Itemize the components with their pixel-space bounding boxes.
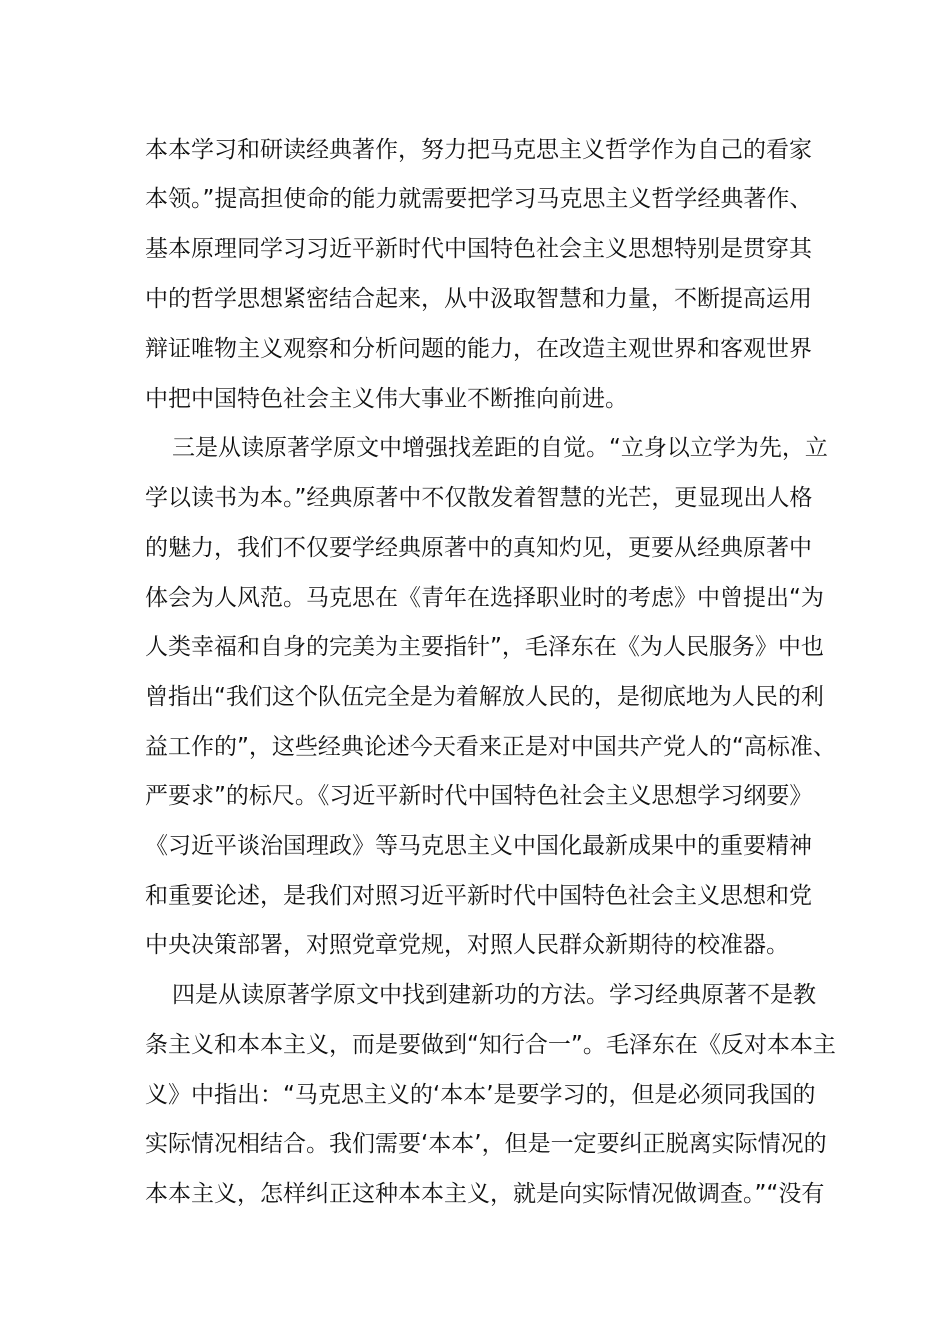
text-line-20: 义》中指出：“马克思主义的‘本本’是要学习的，但是必须同我国的 (145, 1082, 816, 1108)
text-line-17: 中央决策部署，对照党章党规，对照人民群众新期待的校准器。 (145, 932, 789, 958)
text-line-2: 本领。”提高担使命的能力就需要把学习马克思主义哲学经典著作、 (145, 186, 813, 212)
text-line-6: 中把中国特色社会主义伟大事业不断推向前进。 (145, 386, 628, 412)
text-line-16: 和重要论述，是我们对照习近平新时代中国特色社会主义思想和党 (145, 883, 812, 909)
text-line-10: 体会为人风范。马克思在《青年在选择职业时的考虑》中曾提出“为 (145, 585, 824, 611)
text-line-12: 曾指出“我们这个队伍完全是为着解放人民的，是彻底地为人民的利 (145, 684, 824, 710)
text-line-13: 益工作的”，这些经典论述今天看来正是对中国共产党人的“高标准、 (145, 734, 836, 760)
paragraph-3-first-line: 三是从读原著学原文中增强找差距的自觉。“立身以立学为先，立 (172, 435, 828, 461)
paragraph-4-first-line: 四是从读原著学原文中找到建新功的方法。学习经典原著不是教 (172, 982, 816, 1008)
text-line-4: 中的哲学思想紧密结合起来，从中汲取智慧和力量，不断提高运用 (145, 286, 812, 312)
text-line-8: 学以读书为本。”经典原著中不仅散发着智慧的光芒，更显现出人格 (145, 485, 813, 511)
text-line-9: 的魅力，我们不仅要学经典原著中的真知灼见，更要从经典原著中 (145, 535, 812, 561)
text-line-1: 本本学习和研读经典著作，努力把马克思主义哲学作为自己的看家 (145, 137, 812, 163)
text-line-15: 《习近平谈治国理政》等马克思主义中国化最新成果中的重要精神 (145, 833, 812, 859)
text-line-21: 实际情况相结合。我们需要‘本本’，但是一定要纠正脱离实际情况的 (145, 1131, 827, 1157)
text-line-14: 严要求”的标尺。《习近平新时代中国特色社会主义思想学习纲要》 (145, 783, 813, 809)
text-line-5: 辩证唯物主义观察和分析问题的能力，在改造主观世界和客观世界 (145, 336, 812, 362)
text-line-11: 人类幸福和自身的完美为主要指针”，毛泽东在《为人民服务》中也 (145, 634, 824, 660)
text-line-22: 本本主义，怎样纠正这种本本主义，就是向实际情况做调查。”“没有 (145, 1181, 825, 1207)
text-line-3: 基本原理同学习习近平新时代中国特色社会主义思想特别是贯穿其 (145, 236, 812, 262)
text-line-19: 条主义和本本主义，而是要做到“知行合一”。毛泽东在《反对本本主 (145, 1032, 836, 1058)
